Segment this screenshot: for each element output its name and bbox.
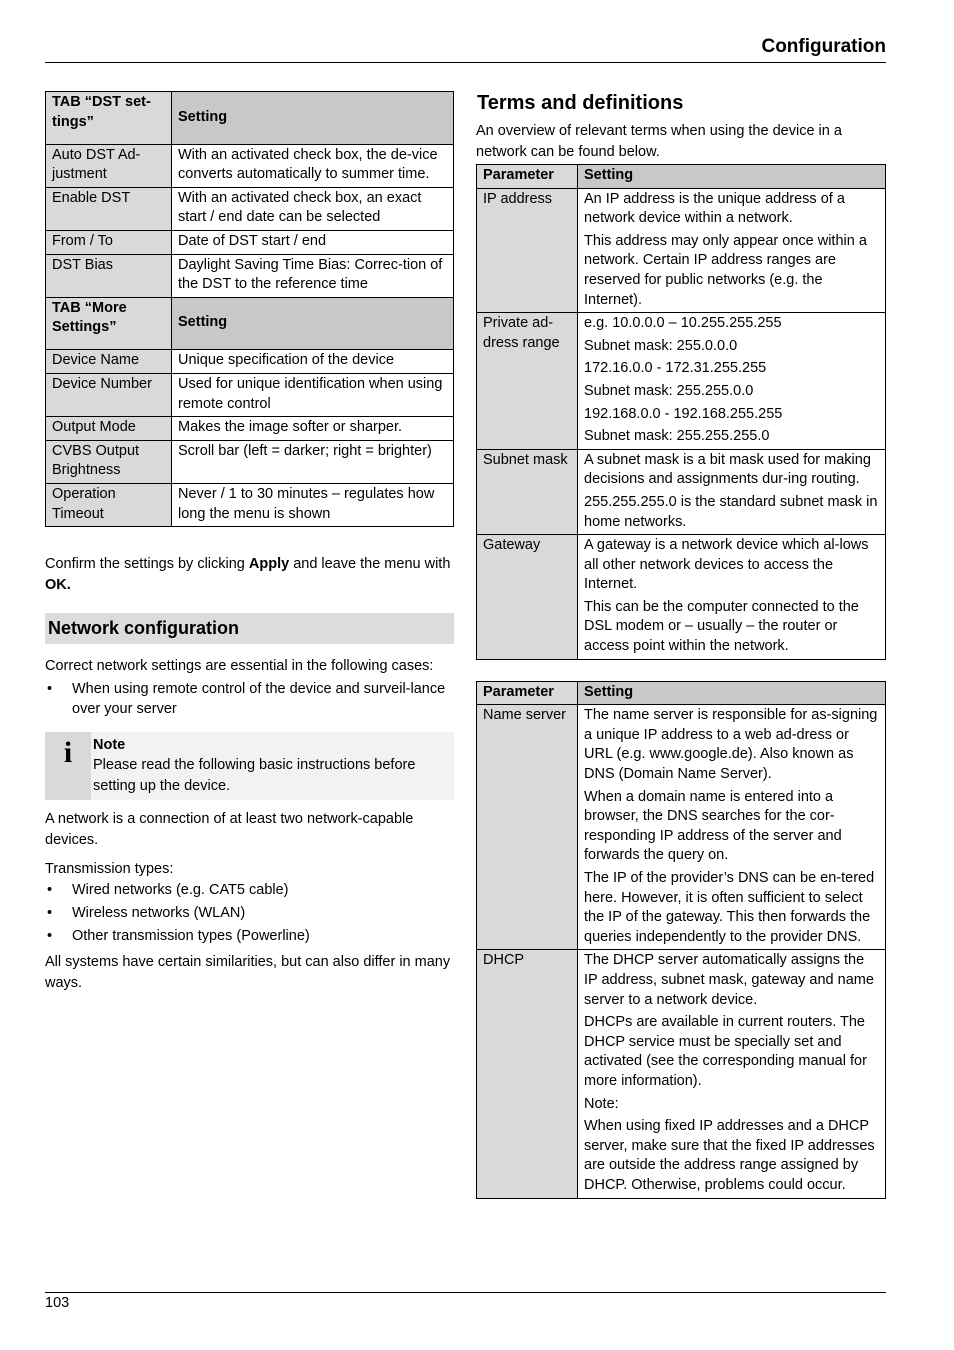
table-row — [46, 350, 454, 374]
transmission-title: Transmission types: — [45, 861, 174, 878]
setting-cell — [578, 535, 886, 660]
list-item: • Wireless networks (WLAN) — [45, 903, 454, 924]
left-column — [45, 91, 454, 993]
setting-cell — [578, 950, 886, 1198]
confirm-text-2: and leave the menu with — [289, 556, 451, 573]
cell-text: When a domain name is entered into a browser, the DNS searches for the cor-responding IP address of the server and forwards the query on. — [584, 788, 842, 864]
parameter-cell: Name server — [477, 705, 578, 950]
systems-paragraph: All systems have certain similarities, but can also differ in many ways. — [45, 954, 451, 991]
setting-cell — [172, 483, 454, 526]
table-row — [46, 417, 454, 441]
network-config-heading: Network configuration — [45, 613, 454, 644]
parameter-cell: Operation Timeout — [46, 483, 172, 526]
setting-cell — [172, 440, 454, 483]
setting-cell — [172, 187, 454, 230]
parameter-cell: DHCP — [477, 950, 578, 1198]
network-intro: Correct network settings are essential in the following cases: — [45, 658, 434, 675]
confirm-paragraph — [45, 554, 454, 595]
table-row — [46, 254, 454, 297]
cell-text: 192.168.0.0 - 192.168.255.255 — [584, 405, 783, 422]
cell-text: DHCPs are available in current routers. The DHCP service must be specially set and activated (see the corresponding manual for more information). — [584, 1014, 867, 1089]
cell-text: This address may only appear once within a network. Certain IP address ranges are reserved for public networks (e.g. the Internet). — [584, 232, 867, 308]
column-header-parameter: Parameter — [477, 681, 578, 705]
page-number: 103 — [45, 1295, 70, 1311]
note-box — [45, 732, 454, 801]
parameter-cell: TAB “DST set-tings” — [46, 92, 172, 145]
parameter-cell: Private ad-dress range — [477, 313, 578, 450]
note-title: Note — [93, 736, 126, 753]
parameter-cell: Output Mode — [46, 417, 172, 441]
network-cases-list — [45, 679, 454, 720]
table-header-row — [46, 297, 454, 350]
table-header-row — [477, 681, 886, 705]
setting-cell — [578, 313, 886, 450]
parameter-cell: Enable DST — [46, 187, 172, 230]
cell-text: Subnet mask: 255.255.255.0 — [584, 428, 770, 445]
cell-text: Subnet mask: 255.0.0.0 — [584, 337, 738, 354]
setting-cell — [172, 230, 454, 254]
column-header-setting: Setting — [578, 165, 886, 189]
table-row — [46, 230, 454, 254]
parameter-cell: CVBS Output Brightness — [46, 440, 172, 483]
cell-text: When using fixed IP addresses and a DHCP server, make sure that the fixed IP addresses are outside the address range assigned by DHCP. Otherwise, problems could occur. — [584, 1118, 875, 1193]
setting-cell — [578, 449, 886, 534]
parameter-cell: DST Bias — [46, 254, 172, 297]
cell-text: Daylight Saving Time Bias: Correc-tion of the DST to the reference time — [178, 256, 443, 293]
dst-settings-table — [45, 91, 454, 527]
network-definition: A network is a connection of at least two network-capable devices. — [45, 811, 414, 848]
cell-text: e.g. 10.0.0.0 – 10.255.255.255 — [584, 315, 782, 332]
table-row — [477, 449, 886, 534]
note-text: Please read the following basic instructions before setting up the device. — [93, 757, 416, 794]
table-row — [46, 373, 454, 416]
confirm-text: Confirm the settings by clicking — [45, 556, 249, 573]
cell-text: Never / 1 to 30 minutes – regulates how long the menu is shown — [178, 485, 435, 522]
parameter-cell: TAB “More Settings” — [46, 297, 172, 350]
parameter-cell: IP address — [477, 188, 578, 313]
column-header-setting: Setting — [578, 681, 886, 705]
table-row — [477, 705, 886, 950]
cell-text: This can be the computer connected to the DSL modem or – usually – the router or access point within the network. — [584, 598, 859, 655]
cell-text: 255.255.255.0 is the standard subnet mask in home networks. — [584, 493, 878, 530]
setting-cell — [172, 373, 454, 416]
cell-text: Unique specification of the device — [178, 352, 395, 369]
cell-text: An IP address is the unique address of a network device within a network. — [584, 190, 845, 227]
setting-cell — [578, 188, 886, 313]
setting-cell — [578, 705, 886, 950]
table-row — [477, 313, 886, 450]
page-header-title: Configuration — [761, 36, 886, 57]
setting-cell — [172, 297, 454, 350]
list-item: • When using remote control of the device and surveil-lance over your server — [45, 679, 454, 720]
table-row — [477, 950, 886, 1198]
parameter-cell: Device Name — [46, 350, 172, 374]
table-row — [46, 144, 454, 187]
list-item: • Other transmission types (Powerline) — [45, 926, 454, 947]
terms-table — [476, 164, 886, 660]
cell-text: With an activated check box, the de-vice converts automatically to summer time. — [178, 146, 438, 183]
cell-text: Used for unique identification when using remote control — [178, 375, 443, 412]
cell-text: A subnet mask is a bit mask used for making decisions and assignments dur-ing routing. — [584, 451, 871, 488]
header-divider — [45, 62, 886, 63]
cell-text: Note: — [584, 1095, 619, 1112]
setting-cell — [172, 92, 454, 145]
table-header-row — [46, 92, 454, 145]
parameter-cell: Subnet mask — [477, 449, 578, 534]
setting-cell — [172, 417, 454, 441]
table-row — [477, 188, 886, 313]
parameter-cell: Device Number — [46, 373, 172, 416]
cell-text: Scroll bar (left = darker; right = brighter) — [178, 442, 432, 459]
cell-text: A gateway is a network device which al-lows all other network devices to access the Internet. — [584, 537, 869, 593]
cell-text: The name server is responsible for as-signing a unique IP address to a web ad-dress or URL (e.g. www.google.de). Also known as DNS (Domain Name Server). — [584, 707, 878, 783]
cell-text: Makes the image softer or sharper. — [178, 419, 403, 436]
cell-text: Setting — [178, 108, 228, 125]
info-icon: i — [45, 732, 91, 801]
parameter-cell: From / To — [46, 230, 172, 254]
cell-text: With an activated check box, an exact start / end date can be selected — [178, 189, 422, 226]
parameter-cell: Gateway — [477, 535, 578, 660]
transmission-list — [45, 880, 454, 947]
terms-table-2 — [476, 681, 886, 1199]
cell-text: The DHCP server automatically assigns the IP address, subnet mask, gateway and name server to a network device. — [584, 952, 874, 1008]
ok-label: OK. — [45, 576, 71, 593]
cell-text: Date of DST start / end — [178, 232, 327, 249]
right-column — [476, 91, 886, 1199]
footer-divider — [45, 1292, 886, 1293]
table-row — [46, 187, 454, 230]
parameter-cell: Auto DST Ad-justment — [46, 144, 172, 187]
cell-text: Setting — [178, 314, 228, 331]
table-row — [46, 483, 454, 526]
apply-label: Apply — [248, 556, 290, 573]
terms-intro: An overview of relevant terms when using the device in a network can be found below. — [476, 123, 842, 160]
cell-text: Subnet mask: 255.255.0.0 — [584, 382, 754, 399]
table-header-row — [477, 165, 886, 189]
setting-cell — [172, 254, 454, 297]
cell-text: 172.16.0.0 - 172.31.255.255 — [584, 360, 767, 377]
list-item: • Wired networks (e.g. CAT5 cable) — [45, 880, 454, 901]
terms-heading: Terms and definitions — [477, 92, 684, 114]
table-row — [477, 535, 886, 660]
setting-cell — [172, 350, 454, 374]
column-header-parameter: Parameter — [477, 165, 578, 189]
setting-cell — [172, 144, 454, 187]
cell-text: The IP of the provider’s DNS can be en-tered here. However, it is often sufficient to select the IP of the gateway. This then forwards the queries independently to the provider DNS. — [584, 870, 875, 945]
table-row — [46, 440, 454, 483]
